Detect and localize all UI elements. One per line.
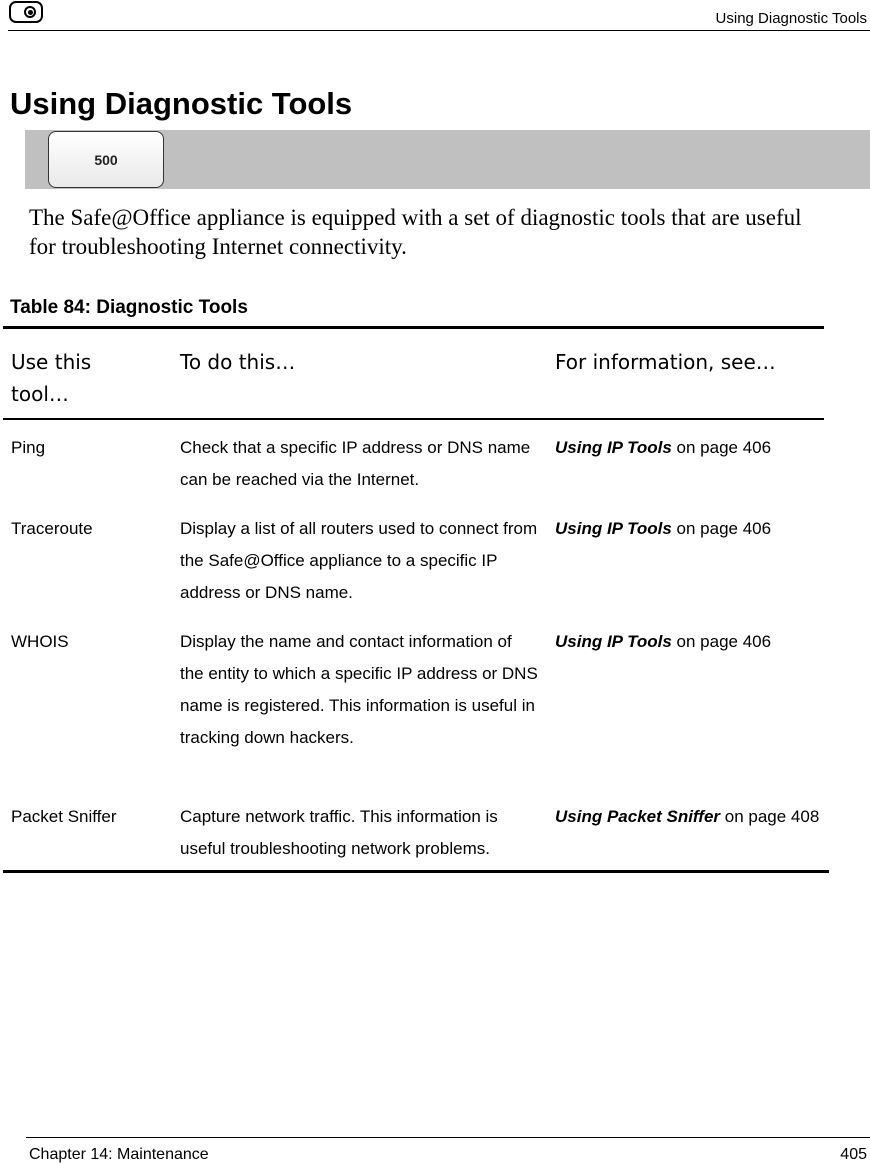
cross-reference-link[interactable]: Using Packet Sniffer bbox=[555, 807, 721, 826]
header-divider bbox=[8, 30, 870, 31]
footer-chapter: Chapter 14: Maintenance bbox=[29, 1146, 209, 1163]
column-header-info: For information, see… bbox=[555, 350, 776, 374]
cell-tool: Packet Sniffer bbox=[11, 807, 117, 826]
column-header-tool: Use this tool… bbox=[11, 350, 92, 406]
cell-todo: Check that a specific IP address or DNS name can be reached via the Internet. bbox=[180, 438, 531, 489]
cell-info bbox=[555, 626, 820, 658]
intro-paragraph: The Safe@Office appliance is equipped with a set of diagnostic tools that are useful for troubleshooting Internet connectivity. bbox=[29, 205, 802, 259]
safe-office-logo-icon bbox=[9, 1, 43, 23]
table-bottom-rule bbox=[3, 870, 829, 873]
cell-tool: WHOIS bbox=[11, 632, 69, 651]
table-header-rule bbox=[3, 418, 824, 420]
model-banner bbox=[25, 130, 870, 189]
footer-page-number: 405 bbox=[840, 1146, 867, 1163]
cross-reference-link[interactable]: Using IP Tools bbox=[555, 519, 672, 538]
cell-todo: Display a list of all routers used to connect from the Safe@Office appliance to a specific IP address or DNS name. bbox=[180, 519, 538, 602]
model-500-badge: 500 bbox=[48, 131, 164, 188]
cell-todo: Display the name and contact information of the entity to which a specific IP address or DNS name is registered. This information is useful in tracking down hackers. bbox=[180, 632, 538, 747]
table-top-rule bbox=[3, 326, 824, 329]
running-head-title: Using Diagnostic Tools bbox=[715, 10, 867, 27]
cell-todo: Capture network traffic. This information is useful troubleshooting network problems. bbox=[180, 807, 498, 858]
table-caption: Table 84: Diagnostic Tools bbox=[10, 297, 248, 318]
cell-tool: Ping bbox=[11, 438, 46, 457]
page-reference: on page 406 bbox=[671, 519, 772, 538]
cell-info bbox=[555, 801, 820, 833]
column-header-todo: To do this… bbox=[180, 350, 296, 374]
page-title: Using Diagnostic Tools bbox=[10, 86, 353, 121]
cross-reference-link[interactable]: Using IP Tools bbox=[555, 438, 672, 457]
page-reference: on page 406 bbox=[671, 438, 772, 457]
cell-info bbox=[555, 432, 820, 464]
footer-divider bbox=[26, 1137, 870, 1138]
page-reference: on page 406 bbox=[671, 632, 772, 651]
cell-tool: Traceroute bbox=[11, 519, 93, 538]
page-reference: on page 408 bbox=[720, 807, 820, 826]
cross-reference-link[interactable]: Using IP Tools bbox=[555, 632, 672, 651]
cell-info bbox=[555, 513, 820, 545]
